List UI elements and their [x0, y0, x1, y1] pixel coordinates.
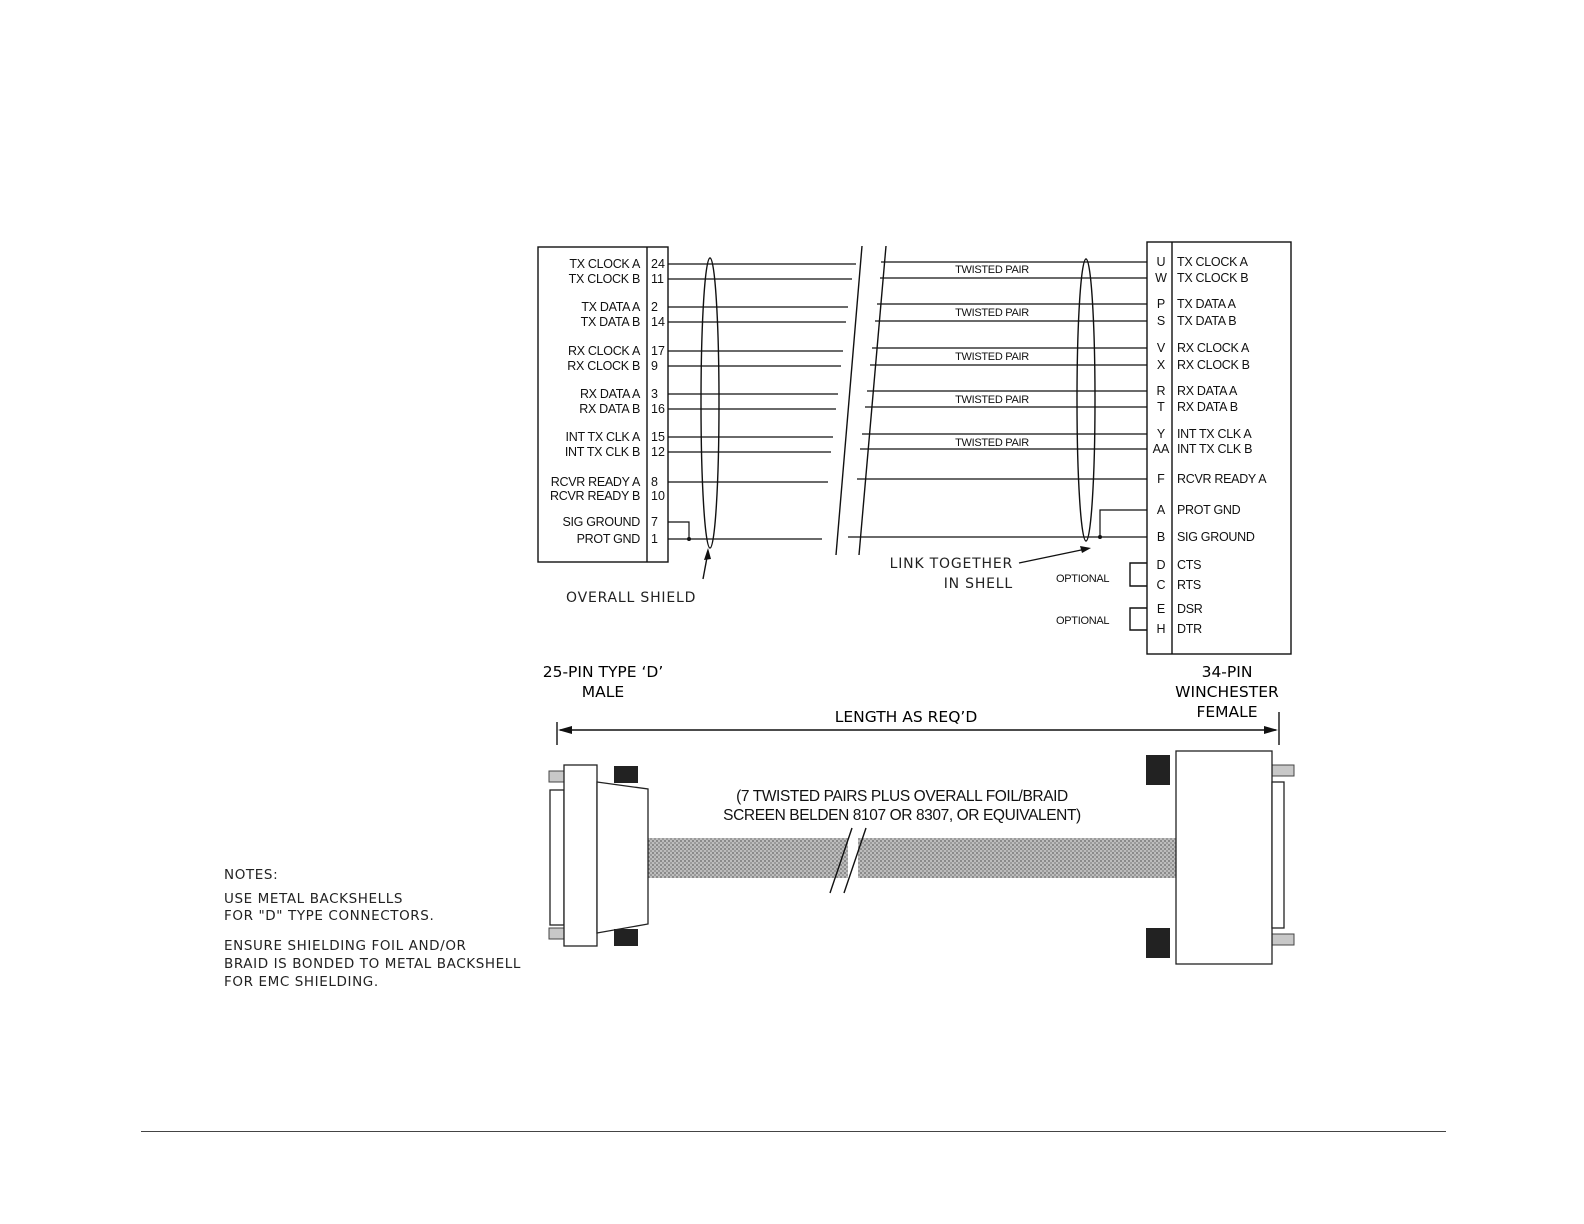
cable-spec-line1: (7 TWISTED PAIRS PLUS OVERALL FOIL/BRAID — [736, 788, 1068, 805]
left-pin-number: 24 — [651, 257, 665, 271]
left-signal-label: TX DATA B — [580, 315, 640, 329]
cable-break-marks — [836, 246, 886, 555]
right-pin-letter: C — [1156, 578, 1166, 592]
right-signal-label: INT TX CLK A — [1177, 427, 1252, 441]
right-pin-letter: W — [1155, 271, 1167, 285]
note-2-line-3: FOR EMC SHIELDING. — [224, 974, 379, 990]
left-signal-label: INT TX CLK A — [565, 430, 640, 444]
left-pin-number: 8 — [651, 475, 658, 489]
left-pin-number: 9 — [651, 359, 658, 373]
left-pin-number: 3 — [651, 387, 658, 401]
wires-left-segment — [668, 264, 856, 539]
cable-spec-line2: SCREEN BELDEN 8107 OR 8307, OR EQUIVALENT) — [723, 807, 1081, 824]
left-connector-caption-line2: MALE — [581, 683, 625, 701]
right-signal-label: INT TX CLK B — [1177, 442, 1253, 456]
right-pin-letter: A — [1156, 503, 1166, 517]
right-pin-letter: P — [1156, 297, 1166, 311]
note-2-line-2: BRAID IS BONDED TO METAL BACKSHELL — [224, 956, 522, 972]
right-pin-letter: R — [1156, 384, 1166, 398]
left-pin-number: 17 — [651, 344, 665, 358]
left-pin-number: 12 — [651, 445, 665, 459]
left-signal-label: TX CLOCK A — [569, 257, 640, 271]
d-type-connector-drawing — [549, 765, 648, 946]
right-pin-letter: B — [1156, 530, 1166, 544]
right-signal-label: RX DATA A — [1177, 384, 1238, 398]
left-pin-number: 1 — [651, 532, 658, 546]
right-signal-label: RX CLOCK B — [1177, 358, 1250, 372]
right-pin-letter: U — [1156, 255, 1166, 269]
left-connector-caption-line1: 25-PIN TYPE ‘D’ — [542, 663, 664, 681]
right-signal-label: RCVR READY A — [1177, 472, 1267, 486]
right-pin-letter: Y — [1156, 427, 1166, 441]
optional-bracket-cts-rts — [1056, 563, 1147, 586]
shield-junction-dot — [687, 537, 691, 541]
right-pin-letter: T — [1157, 400, 1165, 414]
right-pinout-labels — [1153, 255, 1268, 636]
note-1-line-2: FOR "D" TYPE CONNECTORS. — [224, 908, 435, 924]
optional-label: OPTIONAL — [1056, 573, 1110, 585]
left-signal-label: RX CLOCK A — [567, 344, 640, 358]
right-signal-label: CTS — [1177, 558, 1202, 572]
right-pin-letter: E — [1156, 602, 1166, 616]
shield-junction-dot — [1098, 535, 1102, 539]
right-signal-label: PROT GND — [1177, 503, 1241, 517]
right-signal-label: SIG GROUND — [1177, 530, 1255, 544]
right-signal-label: TX CLOCK B — [1177, 271, 1249, 285]
left-signal-label: TX CLOCK B — [568, 272, 640, 286]
cable-braid-left — [648, 838, 848, 878]
right-signal-label: RX DATA B — [1177, 400, 1238, 414]
right-connector-caption-line1: 34-PIN — [1201, 663, 1253, 681]
left-signal-label: RX CLOCK B — [567, 359, 640, 373]
right-signal-label: TX CLOCK A — [1177, 255, 1248, 269]
note-2-line-1: ENSURE SHIELDING FOIL AND/OR — [224, 938, 467, 954]
right-pin-letter: S — [1156, 314, 1166, 328]
left-signal-label: RX DATA A — [579, 387, 640, 401]
right-signal-label: DTR — [1177, 622, 1202, 636]
right-pin-letter: F — [1157, 472, 1165, 486]
twisted-pair-label: TWISTED PAIR — [955, 437, 1029, 449]
link-together-arrow — [1080, 546, 1091, 553]
right-signal-label: DSR — [1177, 602, 1203, 616]
footer-rule — [141, 1131, 1446, 1132]
twisted-pair-label: TWISTED PAIR — [955, 394, 1029, 406]
right-pin-letter: AA — [1152, 442, 1170, 456]
optional-label: OPTIONAL — [1056, 615, 1110, 627]
left-pin-number: 11 — [651, 272, 664, 286]
twisted-pair-labels — [955, 264, 1029, 449]
left-signal-label: SIG GROUND — [562, 515, 640, 529]
right-connector-caption-line2: WINCHESTER — [1175, 683, 1279, 701]
left-signal-label: INT TX CLK B — [564, 445, 640, 459]
cable-braid-right — [858, 838, 1176, 878]
left-pinout-labels — [550, 257, 665, 546]
left-pin-number: 2 — [651, 300, 658, 314]
right-pin-letter: D — [1156, 558, 1166, 572]
left-signal-label: PROT GND — [576, 532, 640, 546]
left-signal-label: RX DATA B — [579, 402, 640, 416]
right-signal-label: TX DATA A — [1177, 297, 1236, 311]
left-signal-label: RCVR READY B — [550, 489, 640, 503]
overall-shield-ellipse-right — [1077, 259, 1095, 541]
right-pin-letter: V — [1156, 341, 1166, 355]
left-signal-label: TX DATA A — [581, 300, 640, 314]
link-together-label-line2: IN SHELL — [943, 576, 1013, 592]
twisted-pair-label: TWISTED PAIR — [955, 264, 1029, 276]
right-signal-label: TX DATA B — [1177, 314, 1237, 328]
overall-shield-arrow — [704, 548, 711, 560]
left-pin-number: 14 — [651, 315, 665, 329]
twisted-pair-label: TWISTED PAIR — [955, 307, 1029, 319]
left-pin-number: 7 — [651, 515, 658, 529]
left-signal-label: RCVR READY A — [550, 475, 640, 489]
right-signal-label: RTS — [1177, 578, 1201, 592]
right-pin-letter: H — [1156, 622, 1166, 636]
right-pin-letter: X — [1156, 358, 1166, 372]
overall-shield-label: OVERALL SHIELD — [566, 590, 697, 606]
left-pin-number: 16 — [651, 402, 665, 416]
link-together-leader — [1019, 549, 1086, 563]
notes-heading: NOTES: — [224, 867, 279, 883]
overall-shield-ellipse-left — [701, 258, 719, 548]
left-pin-number: 10 — [651, 489, 665, 503]
right-connector-caption-line3: FEMALE — [1196, 703, 1258, 721]
length-label: LENGTH AS REQ’D — [834, 708, 978, 726]
link-together-label-line1: LINK TOGETHER — [889, 556, 1013, 572]
twisted-pair-label: TWISTED PAIR — [955, 351, 1029, 363]
note-1-line-1: USE METAL BACKSHELLS — [224, 891, 404, 907]
left-pin-number: 15 — [651, 430, 665, 444]
optional-bracket-dsr-dtr — [1056, 608, 1147, 630]
right-signal-label: RX CLOCK A — [1177, 341, 1250, 355]
notes-block — [224, 867, 521, 990]
